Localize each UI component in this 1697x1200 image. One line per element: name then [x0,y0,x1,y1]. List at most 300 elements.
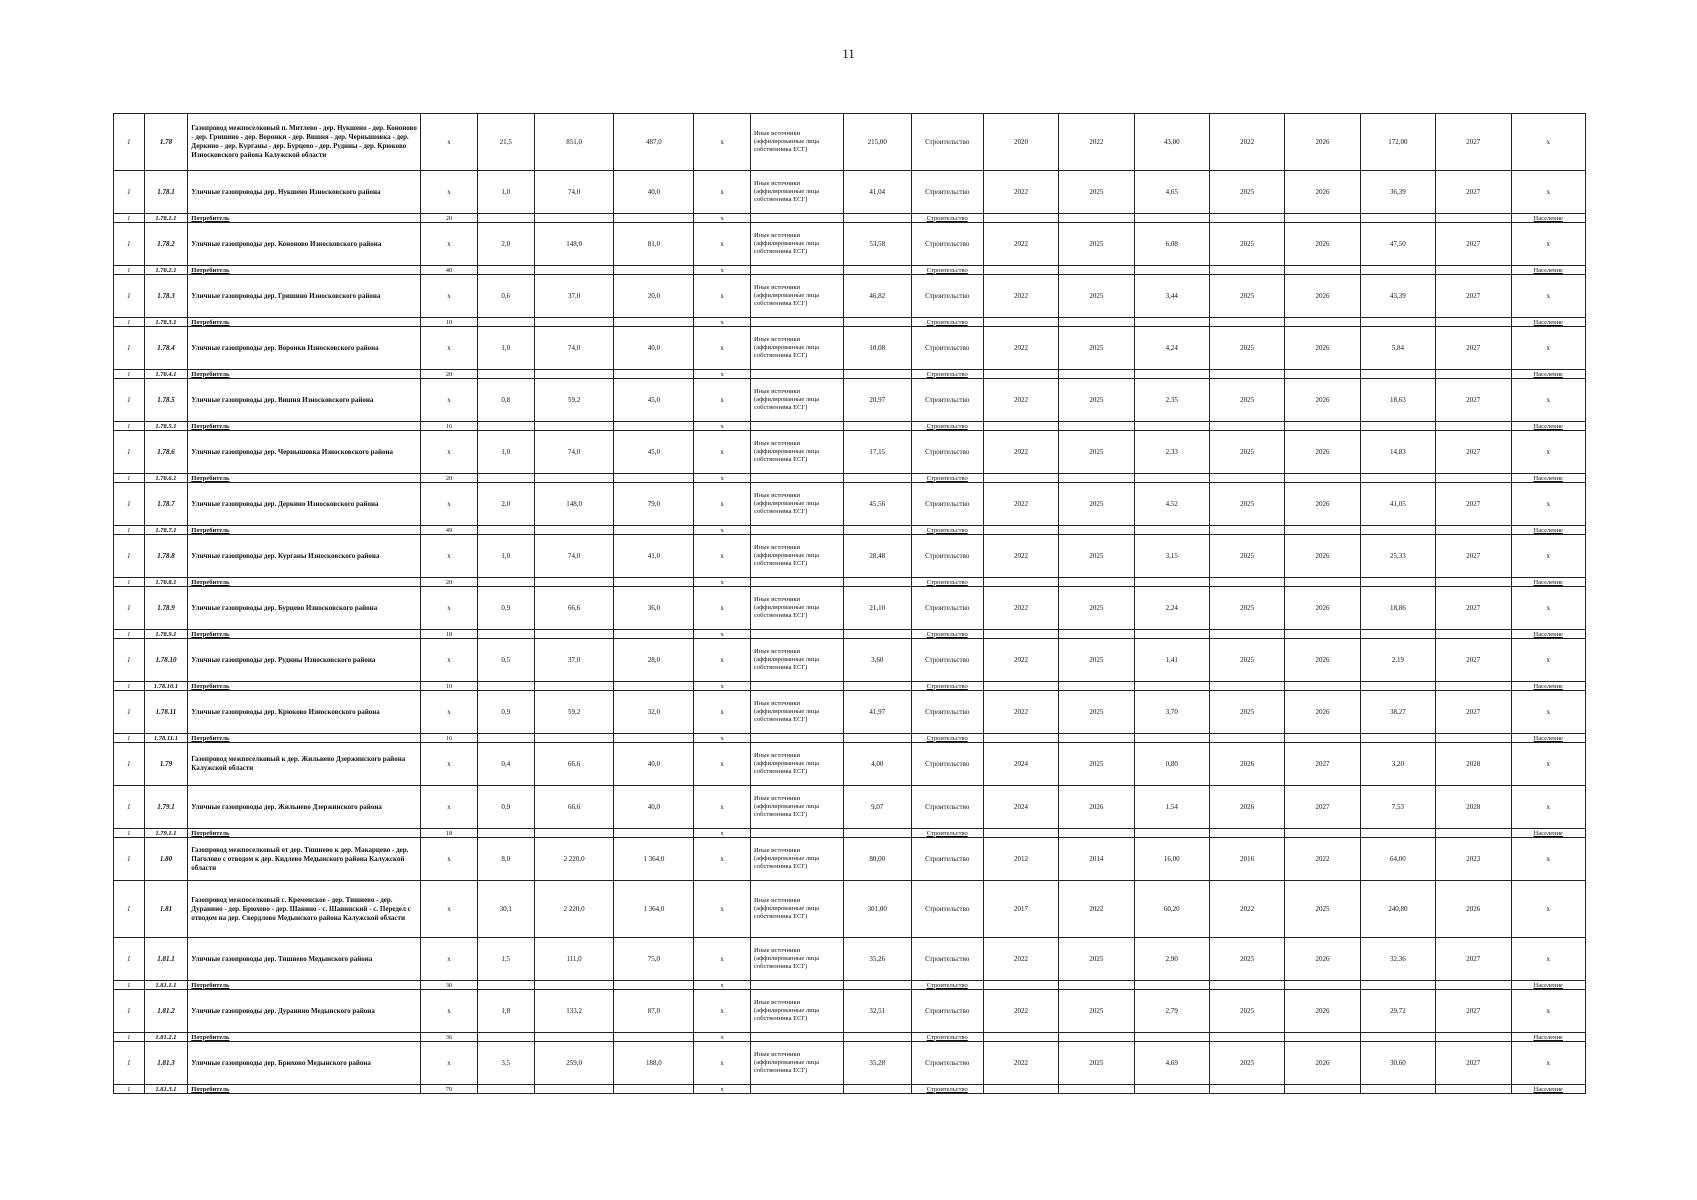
flag-cell: x [694,981,751,990]
design-cost-cell: 4,69 [1134,1042,1209,1085]
funding-source-cell: Иные источники (аффилированные лица собственника ЕСГ) [751,275,844,318]
build-end-cell [1285,682,1360,691]
build-cost-cell: 5,84 [1360,327,1435,370]
consumer-type-cell: Население [1511,829,1586,838]
build-start-cell: 2025 [1209,535,1284,578]
code-cell: 1.78.10 [144,639,188,682]
work-type-cell: Строительство [911,639,983,682]
volume-cell [534,981,614,990]
build-end-cell [1285,734,1360,743]
design-cost-cell [1134,318,1209,327]
capacity-cell: 20 [421,578,478,587]
design-end-cell: 2026 [1059,786,1134,829]
build-start-cell: 2016 [1209,838,1284,881]
work-type-cell: Строительство [911,990,983,1033]
cost-cell [843,578,911,587]
volume-cell [534,734,614,743]
work-type-cell: Строительство [911,682,983,691]
build-cost-cell [1360,1085,1435,1094]
build-end-cell [1285,578,1360,587]
capacity-cell: 18 [421,630,478,639]
commissioning-year-cell: 2028 [1436,743,1511,786]
code-cell: 1.78.11 [144,691,188,734]
consumer-type-cell: x [1511,171,1586,214]
build-start-cell: 2025 [1209,938,1284,981]
build-start-cell [1209,318,1284,327]
design-cost-cell [1134,578,1209,587]
design-start-cell: 2024 [983,743,1058,786]
funding-source-cell [751,474,844,483]
code-cell: 1.78.10.1 [144,682,188,691]
build-start-cell: 2022 [1209,114,1284,171]
build-end-cell: 2026 [1285,327,1360,370]
commissioning-year-cell [1436,422,1511,431]
cost-cell: 17,15 [843,431,911,474]
volume-cell: 37,0 [534,275,614,318]
cost-cell: 215,00 [843,114,911,171]
consumer-type-cell: x [1511,114,1586,171]
funding-source-cell: Иные источники (аффилированные лица собственника ЕСГ) [751,743,844,786]
code-cell: 1.78.3.1 [144,318,188,327]
table-row [114,327,1586,370]
design-start-cell: 2022 [983,223,1058,266]
capacity-cell: x [421,691,478,734]
commissioning-year-cell: 2027 [1436,483,1511,526]
level-cell: 1 [114,114,145,171]
code-cell: 1.78.7 [144,483,188,526]
consumer-type-cell: x [1511,587,1586,630]
design-end-cell [1059,981,1134,990]
design-cost-cell [1134,682,1209,691]
build-cost-cell [1360,370,1435,379]
design-cost-cell [1134,1085,1209,1094]
capacity-cell: x [421,223,478,266]
design-cost-cell: 3,70 [1134,691,1209,734]
code-cell: 1.78.7.1 [144,526,188,535]
capacity-cell: x [421,431,478,474]
design-end-cell: 2014 [1059,838,1134,881]
length-cell: 1,0 [477,171,534,214]
design-end-cell [1059,266,1134,275]
work-type-cell: Строительство [911,981,983,990]
build-start-cell: 2025 [1209,1042,1284,1085]
build-cost-cell: 64,00 [1360,838,1435,881]
level-cell: 1 [114,1042,145,1085]
consumption-cell: 79,0 [614,483,694,526]
design-end-cell [1059,318,1134,327]
code-cell: 1.78.1 [144,171,188,214]
consumer-row [114,422,1586,431]
work-type-cell: Строительство [911,734,983,743]
flag-cell: x [694,379,751,422]
flag-cell: x [694,691,751,734]
consumer-type-cell: x [1511,379,1586,422]
design-start-cell: 2022 [983,171,1058,214]
build-start-cell [1209,266,1284,275]
flag-cell: x [694,266,751,275]
code-cell: 1.78.2 [144,223,188,266]
length-cell: 0,9 [477,691,534,734]
design-end-cell [1059,578,1134,587]
code-cell: 1.81.3.1 [144,1085,188,1094]
work-type-cell: Строительство [911,938,983,981]
design-end-cell: 2022 [1059,114,1134,171]
funding-source-cell [751,526,844,535]
volume-cell: 37,0 [534,639,614,682]
build-cost-cell: 7,53 [1360,786,1435,829]
consumer-row [114,526,1586,535]
table-body [114,114,1586,1094]
level-cell: 1 [114,829,145,838]
build-end-cell [1285,266,1360,275]
consumption-cell: 20,0 [614,275,694,318]
consumer-type-cell: Население [1511,474,1586,483]
commissioning-year-cell [1436,630,1511,639]
consumer-type-cell: Население [1511,214,1586,223]
build-cost-cell: 29,72 [1360,990,1435,1033]
build-end-cell: 2026 [1285,431,1360,474]
funding-source-cell: Иные источники (аффилированные лица собственника ЕСГ) [751,990,844,1033]
table-row [114,114,1586,171]
work-type-cell: Строительство [911,587,983,630]
build-end-cell: 2026 [1285,1042,1360,1085]
design-end-cell: 2025 [1059,223,1134,266]
build-cost-cell: 18,86 [1360,587,1435,630]
build-end-cell [1285,630,1360,639]
object-name-cell: Уличные газопроводы дер. Рудниы Износковского района [188,639,421,682]
flag-cell: x [694,743,751,786]
capacity-cell: x [421,786,478,829]
code-cell: 1.78.5.1 [144,422,188,431]
flag-cell: x [694,881,751,938]
build-start-cell [1209,1085,1284,1094]
level-cell: 1 [114,318,145,327]
design-start-cell [983,1033,1058,1042]
commissioning-year-cell [1436,1033,1511,1042]
length-cell: 0,4 [477,743,534,786]
design-cost-cell: 2,90 [1134,938,1209,981]
consumer-type-cell: x [1511,990,1586,1033]
design-cost-cell: 43,00 [1134,114,1209,171]
capacity-cell: x [421,379,478,422]
code-cell: 1.80 [144,838,188,881]
length-cell: 21,5 [477,114,534,171]
design-cost-cell: 0,80 [1134,743,1209,786]
design-start-cell [983,318,1058,327]
design-cost-cell [1134,630,1209,639]
length-cell [477,578,534,587]
object-name-cell: Уличные газопроводы дер. Бурцево Износковского района [188,587,421,630]
commissioning-year-cell [1436,214,1511,223]
length-cell [477,266,534,275]
funding-source-cell [751,981,844,990]
work-type-cell: Строительство [911,829,983,838]
capacity-cell: 10 [421,318,478,327]
capacity-cell: x [421,171,478,214]
build-start-cell: 2025 [1209,275,1284,318]
level-cell: 1 [114,587,145,630]
design-end-cell: 2025 [1059,327,1134,370]
flag-cell: x [694,114,751,171]
code-cell: 1.78.8 [144,535,188,578]
build-cost-cell [1360,422,1435,431]
consumption-cell: 40,0 [614,743,694,786]
consumer-row [114,474,1586,483]
build-cost-cell: 38,27 [1360,691,1435,734]
design-end-cell: 2025 [1059,535,1134,578]
length-cell: 0,8 [477,379,534,422]
design-end-cell [1059,829,1134,838]
commissioning-year-cell: 2026 [1436,881,1511,938]
commissioning-year-cell [1436,578,1511,587]
design-cost-cell [1134,829,1209,838]
build-cost-cell: 18,63 [1360,379,1435,422]
build-end-cell: 2026 [1285,535,1360,578]
commissioning-year-cell: 2023 [1436,838,1511,881]
funding-source-cell: Иные источники (аффилированные лица собственника ЕСГ) [751,431,844,474]
funding-source-cell: Иные источники (аффилированные лица собственника ЕСГ) [751,327,844,370]
build-end-cell [1285,422,1360,431]
length-cell: 3,5 [477,1042,534,1085]
design-start-cell [983,682,1058,691]
cost-cell: 10,08 [843,327,911,370]
consumer-type-cell: Население [1511,1033,1586,1042]
design-end-cell: 2025 [1059,275,1134,318]
flag-cell: x [694,990,751,1033]
cost-cell [843,214,911,223]
object-name-cell: Потребитель [188,266,421,275]
design-end-cell: 2025 [1059,938,1134,981]
flag-cell: x [694,786,751,829]
table-row [114,379,1586,422]
design-start-cell: 2022 [983,431,1058,474]
cost-cell: 28,48 [843,535,911,578]
volume-cell [534,829,614,838]
level-cell: 1 [114,327,145,370]
cost-cell [843,829,911,838]
volume-cell: 851,0 [534,114,614,171]
object-name-cell: Газопровод межпоселковый от дер. Тишнево к дер. Макарцево - дер. Паголово с отводом к дер. Кидлево Медынского района Калужской области [188,838,421,881]
capacity-cell: 40 [421,266,478,275]
build-cost-cell [1360,318,1435,327]
object-name-cell: Потребитель [188,829,421,838]
flag-cell: x [694,474,751,483]
funding-source-cell: Иные источники (аффилированные лица собственника ЕСГ) [751,171,844,214]
build-start-cell [1209,1033,1284,1042]
design-start-cell: 2022 [983,379,1058,422]
code-cell: 1.78.2.1 [144,266,188,275]
object-name-cell: Уличные газопроводы дер. Курганы Износковского района [188,535,421,578]
cost-cell [843,266,911,275]
build-cost-cell: 240,80 [1360,881,1435,938]
build-start-cell [1209,829,1284,838]
work-type-cell: Строительство [911,786,983,829]
work-type-cell: Строительство [911,370,983,379]
length-cell [477,526,534,535]
table-row [114,223,1586,266]
consumption-cell: 1 364,0 [614,838,694,881]
table-row [114,938,1586,981]
level-cell: 1 [114,691,145,734]
gas-pipeline-table-wrapper [113,113,1586,1094]
cost-cell: 20,97 [843,379,911,422]
cost-cell: 21,10 [843,587,911,630]
design-cost-cell: 16,00 [1134,838,1209,881]
flag-cell: x [694,1033,751,1042]
build-cost-cell [1360,1033,1435,1042]
cost-cell [843,422,911,431]
design-cost-cell [1134,1033,1209,1042]
commissioning-year-cell [1436,526,1511,535]
consumption-cell [614,214,694,223]
object-name-cell: Уличные газопроводы дер. Крюково Износковского района [188,691,421,734]
work-type-cell: Строительство [911,431,983,474]
design-end-cell: 2025 [1059,171,1134,214]
level-cell: 1 [114,838,145,881]
work-type-cell: Строительство [911,1085,983,1094]
cost-cell: 53,58 [843,223,911,266]
design-start-cell [983,214,1058,223]
length-cell [477,829,534,838]
code-cell: 1.79.1.1 [144,829,188,838]
flag-cell: x [694,838,751,881]
code-cell: 1.78.11.1 [144,734,188,743]
length-cell [477,682,534,691]
design-cost-cell [1134,474,1209,483]
length-cell [477,1085,534,1094]
length-cell [477,318,534,327]
consumer-row [114,578,1586,587]
consumer-type-cell: Население [1511,682,1586,691]
build-start-cell: 2026 [1209,786,1284,829]
table-row [114,535,1586,578]
consumption-cell: 81,0 [614,223,694,266]
level-cell: 1 [114,743,145,786]
length-cell: 8,0 [477,838,534,881]
design-start-cell: 2022 [983,275,1058,318]
cost-cell: 41,97 [843,691,911,734]
funding-source-cell [751,1033,844,1042]
code-cell: 1.81 [144,881,188,938]
volume-cell [534,214,614,223]
build-start-cell: 2025 [1209,171,1284,214]
object-name-cell: Потребитель [188,1085,421,1094]
work-type-cell: Строительство [911,223,983,266]
code-cell: 1.79 [144,743,188,786]
code-cell: 1.78.1.1 [144,214,188,223]
funding-source-cell: Иные источники (аффилированные лица собственника ЕСГ) [751,223,844,266]
design-end-cell [1059,526,1134,535]
volume-cell: 2 220,0 [534,881,614,938]
build-start-cell: 2025 [1209,223,1284,266]
volume-cell [534,422,614,431]
code-cell: 1.79.1 [144,786,188,829]
level-cell: 1 [114,483,145,526]
consumption-cell [614,266,694,275]
funding-source-cell: Иные источники (аффилированные лица собственника ЕСГ) [751,1042,844,1085]
cost-cell: 45,56 [843,483,911,526]
capacity-cell: x [421,275,478,318]
code-cell: 1.78.5 [144,379,188,422]
object-name-cell: Потребитель [188,526,421,535]
consumer-row [114,734,1586,743]
build-end-cell [1285,829,1360,838]
volume-cell: 74,0 [534,327,614,370]
length-cell: 0,9 [477,587,534,630]
consumer-type-cell: Население [1511,734,1586,743]
build-cost-cell: 25,33 [1360,535,1435,578]
design-start-cell [983,422,1058,431]
funding-source-cell [751,370,844,379]
design-end-cell [1059,474,1134,483]
volume-cell: 66,6 [534,743,614,786]
consumer-type-cell: Население [1511,318,1586,327]
flag-cell: x [694,938,751,981]
consumer-type-cell: Население [1511,422,1586,431]
build-end-cell [1285,214,1360,223]
volume-cell: 66,6 [534,786,614,829]
object-name-cell: Газопровод межпоселковый с. Кременское - дер. Тишнево - дер. Дуранино - дер. Брюхово - дер. Шанино - с. Шанинский - с. Передел с отводом на дер. Свердлово Медынского района Калужской области [188,881,421,938]
consumer-row [114,630,1586,639]
build-cost-cell [1360,630,1435,639]
page-number: 11 [842,46,855,61]
level-cell: 1 [114,734,145,743]
table-row [114,881,1586,938]
volume-cell [534,578,614,587]
flag-cell: x [694,327,751,370]
build-end-cell [1285,370,1360,379]
design-end-cell: 2022 [1059,881,1134,938]
length-cell [477,734,534,743]
flag-cell: x [694,639,751,682]
level-cell: 1 [114,639,145,682]
design-start-cell [983,370,1058,379]
build-start-cell [1209,578,1284,587]
build-cost-cell [1360,526,1435,535]
object-name-cell: Потребитель [188,422,421,431]
design-start-cell: 2022 [983,587,1058,630]
cost-cell: 4,00 [843,743,911,786]
volume-cell [534,474,614,483]
consumption-cell: 45,0 [614,431,694,474]
design-cost-cell: 3,44 [1134,275,1209,318]
design-cost-cell [1134,370,1209,379]
consumption-cell: 75,0 [614,938,694,981]
table-row [114,838,1586,881]
design-cost-cell: 4,24 [1134,327,1209,370]
table-row [114,990,1586,1033]
design-cost-cell [1134,266,1209,275]
build-end-cell: 2026 [1285,223,1360,266]
build-start-cell: 2026 [1209,743,1284,786]
capacity-cell: x [421,881,478,938]
work-type-cell: Строительство [911,691,983,734]
build-start-cell: 2025 [1209,327,1284,370]
object-name-cell: Потребитель [188,474,421,483]
length-cell [477,214,534,223]
cost-cell [843,734,911,743]
build-end-cell: 2027 [1285,786,1360,829]
code-cell: 1.78.9.1 [144,630,188,639]
flag-cell: x [694,214,751,223]
consumption-cell [614,981,694,990]
build-start-cell [1209,370,1284,379]
object-name-cell: Уличные газопроводы дер. Чернышовка Износковского района [188,431,421,474]
work-type-cell: Строительство [911,535,983,578]
cost-cell [843,370,911,379]
level-cell: 1 [114,682,145,691]
commissioning-year-cell: 2027 [1436,275,1511,318]
